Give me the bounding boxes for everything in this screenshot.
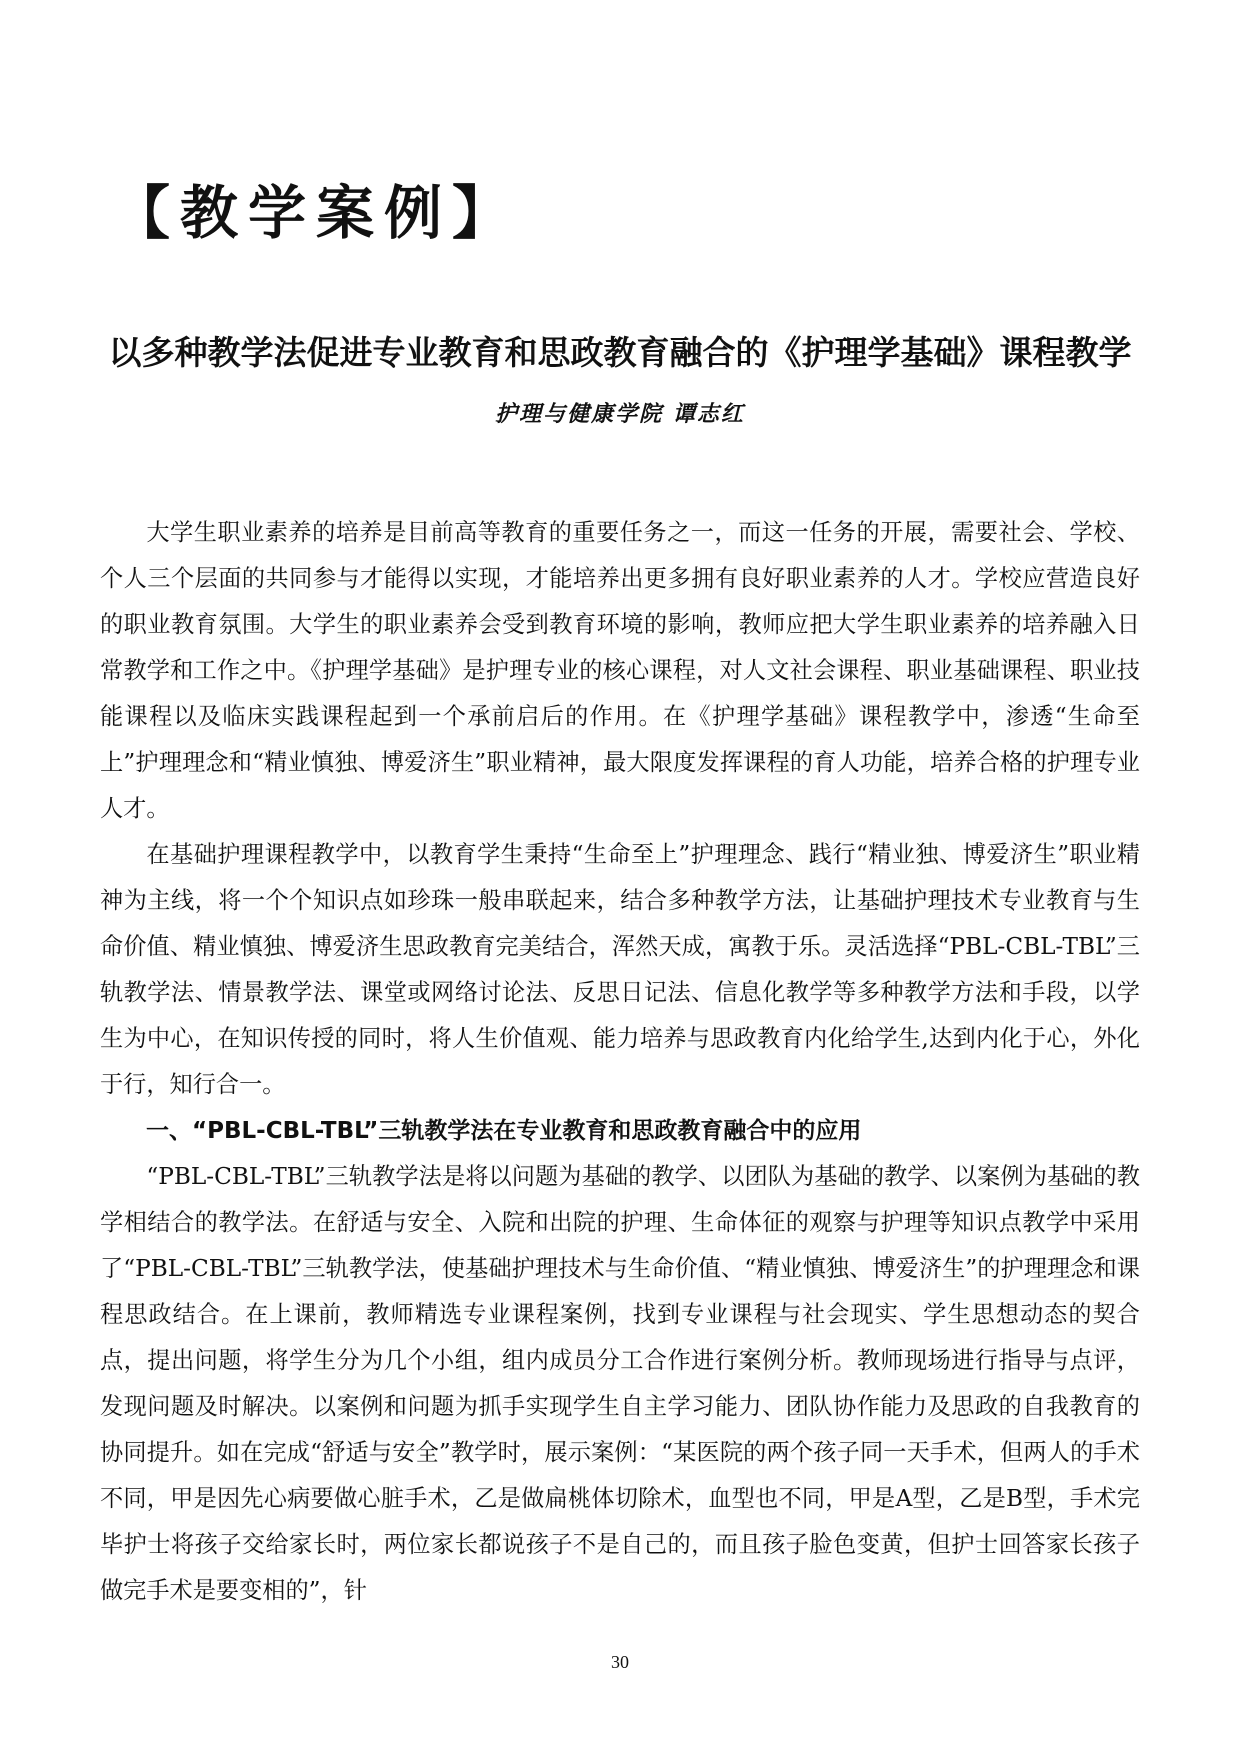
body-paragraph: 在基础护理课程教学中，以教育学生秉持“生命至上”护理理念、践行“精业独、博爱济生”职业精神为主线，将一个个知识点如珍珠一般串联起来，结合多种教学方法，让基础护理技术专业教育与生命价值、精业慎独、博爱济生思政教育完美结合，浑然天成，寓教于乐。灵活选择“PBL-CBL-TBL”三轨教学法、情景教学法、课堂或网络讨论法、反思日记法、信息化教学等多种教学方法和手段，以学生为中心，在知识传授的同时，将人生价值观、能力培养与思政教育内化给学生,达到内化于心，外化于行，知行合一。 — [100, 841, 1140, 1098]
page-number: 30 — [611, 1652, 629, 1672]
article-body — [100, 510, 1140, 1614]
author-byline: 护理与健康学院 谭志红 — [495, 401, 745, 427]
section-tag: 【教学案例】 — [112, 179, 521, 247]
section-heading: 一、“PBL-CBL-TBL”三轨教学法在专业教育和思政教育融合中的应用 — [146, 1118, 862, 1144]
article-title: 以多种教学法促进专业教育和思政教育融合的《护理学基础》课程教学 — [108, 333, 1132, 372]
body-paragraph: “PBL-CBL-TBL”三轨教学法是将以问题为基础的教学、以团队为基础的教学、以案例为基础的教学相结合的教学法。在舒适与安全、入院和出院的护理、生命体征的观察与护理等知识点教学中采用了“PBL-CBL-TBL”三轨教学法，使基础护理技术与生命价值、“精业慎独、博爱济生”的护理理念和课程思政结合。在上课前，教师精选专业课程案例，找到专业课程与社会现实、学生思想动态的契合点，提出问题，将学生分为几个小组，组内成员分工合作进行案例分析。教师现场进行指导与点评，发现问题及时解决。以案例和问题为抓手实现学生自主学习能力、团队协作能力及思政的自我教育的协同提升。如在完成“舒适与安全”教学时，展示案例：“某医院的两个孩子同一天手术，但两人的手术不同，甲是因先心病要做心脏手术，乙是做扁桃体切除术，血型也不同，甲是A型，乙是B型，手术完毕护士将孩子交给家长时，两位家长都说孩子不是自己的，而且孩子脸色变黄，但护士回答家长孩子做完手术是要变相的”，针 — [100, 1163, 1140, 1604]
body-paragraph: 大学生职业素养的培养是目前高等教育的重要任务之一，而这一任务的开展，需要社会、学校、个人三个层面的共同参与才能得以实现，才能培养出更多拥有良好职业素养的人才。学校应营造良好的职业教育氛围。大学生的职业素养会受到教育环境的影响，教师应把大学生职业素养的培养融入日常教学和工作之中。《护理学基础》是护理专业的核心课程，对人文社会课程、职业基础课程、职业技能课程以及临床实践课程起到一个承前启后的作用。在《护理学基础》课程教学中，渗透“生命至上”护理理念和“精业慎独、博爱济生”职业精神，最大限度发挥课程的育人功能，培养合格的护理专业人才。 — [100, 519, 1140, 822]
